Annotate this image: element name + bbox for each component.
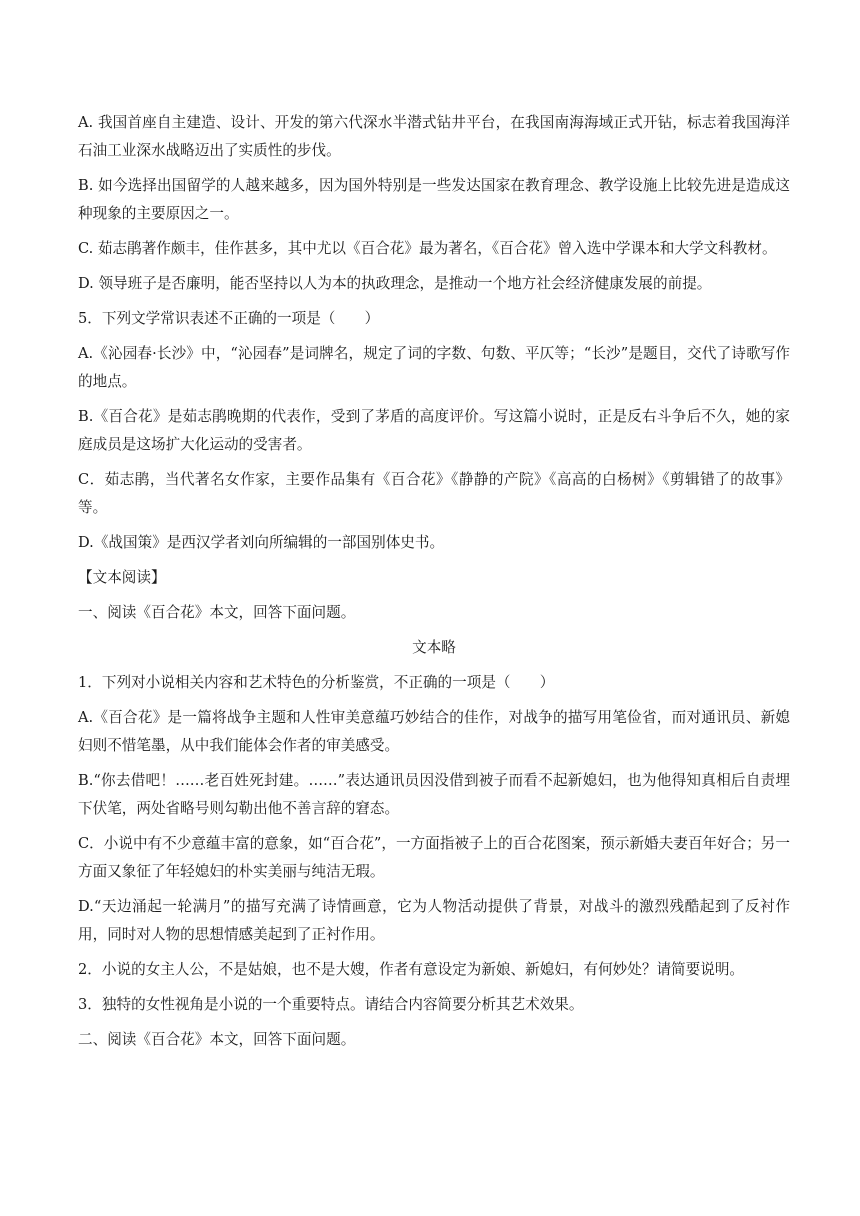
section-heading-text-reading: 【文本阅读】 [78, 569, 166, 586]
reading-question-1: 1．下列对小说相关内容和艺术特色的分析鉴赏，不正确的一项是（ ） [78, 674, 555, 691]
question-5: 5．下列文学常识表述不正确的一项是（ ） [78, 310, 380, 327]
reading-part-one-instruction: 一、阅读《百合花》本文，回答下面问题。 [78, 604, 356, 621]
option-b-paragraph: B. 如今选择出国留学的人越来越多，因为国外特别是一些发达国家在教育理念、教学设施上比较先进是造成这种现象的主要原因之一。 [78, 177, 790, 222]
rq1-option-d: D.“天边涌起一轮满月”的描写充满了诗情画意，它为人物活动提供了背景，对战斗的激烈残酷起到了反衬作用，同时对人物的思想情感美起到了正衬作用。 [78, 898, 790, 943]
q5-option-c: C．茹志鹃，当代著名女作家，主要作品集有《百合花》《静静的产院》《高高的白杨树》《剪辑错了的故事》等。 [78, 471, 790, 516]
reading-question-2: 2．小说的女主人公，不是姑娘，也不是大嫂，作者有意设定为新娘、新媳妇，有何妙处？请简要说明。 [78, 961, 745, 978]
rq1-option-c: C．小说中有不少意蕴丰富的意象，如“百合花”，一方面指被子上的百合花图案，预示新婚夫妻百年好合；另一方面又象征了年轻媳妇的朴实美丽与纯洁无瑕。 [78, 835, 790, 880]
text-omitted-note: 文本略 [412, 639, 456, 656]
reading-question-3: 3．独特的女性视角是小说的一个重要特点。请结合内容简要分析其艺术效果。 [78, 996, 584, 1013]
q5-option-b: B.《百合花》是茹志鹃晚期的代表作，受到了茅盾的高度评价。写这篇小说时，正是反右斗争后不久，她的家庭成员是这场扩大化运动的受害者。 [78, 408, 790, 453]
q5-option-d: D.《战国策》是西汉学者刘向所编辑的一部国别体史书。 [78, 534, 445, 551]
option-c-paragraph: C. 茹志鹃著作颇丰，佳作甚多，其中尤以《百合花》最为著名，《百合花》曾入选中学课本和大学文科教材。 [78, 240, 777, 257]
reading-part-two-instruction: 二、阅读《百合花》本文，回答下面问题。 [78, 1031, 356, 1048]
option-d-paragraph: D. 领导班子是否廉明，能否坚持以人为本的执政理念，是推动一个地方社会经济健康发展的前提。 [78, 275, 712, 292]
rq1-option-a: A.《百合花》是一篇将战争主题和人性审美意蕴巧妙结合的佳作，对战争的描写用笔俭省，而对通讯员、新媳妇则不惜笔墨，从中我们能体会作者的审美感受。 [78, 709, 790, 754]
rq1-option-b: B.“你去借吧！……老百姓死封建。……”表达通讯员因没借到被子而看不起新媳妇，也为他得知真相后自责埋下伏笔，两处省略号则勾勒出他不善言辞的窘态。 [78, 772, 790, 817]
document-body [78, 109, 790, 1061]
q5-option-a: A.《沁园春·长沙》中，“沁园春”是词牌名，规定了词的字数、句数、平仄等；“长沙”是题目，交代了诗歌写作的地点。 [78, 345, 790, 390]
option-a-paragraph: A. 我国首座自主建造、设计、开发的第六代深水半潜式钻井平台，在我国南海海域正式开钻，标志着我国海洋石油工业深水战略迈出了实质性的步伐。 [78, 114, 790, 159]
